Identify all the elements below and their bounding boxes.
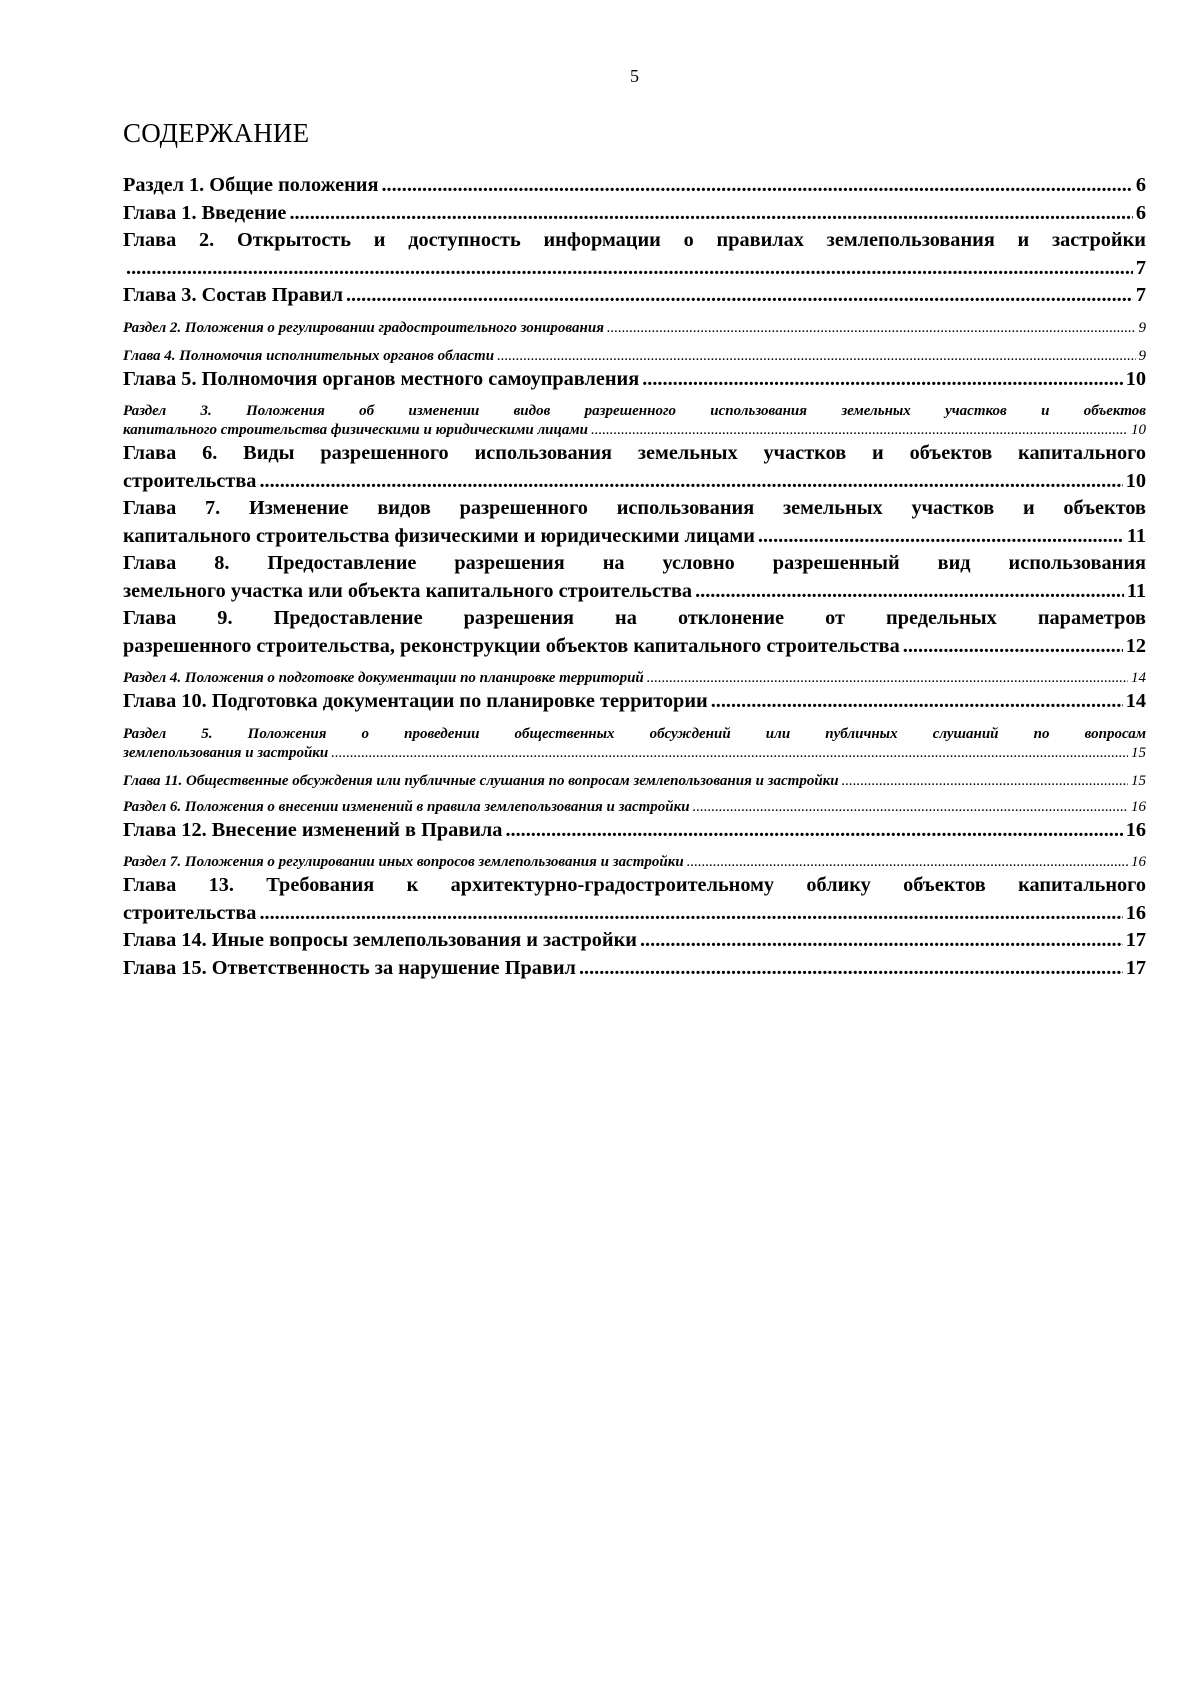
- toc-entry-page: 9: [1138, 347, 1146, 364]
- toc-entry-title: строительства: [123, 901, 257, 924]
- toc-entry-page: 10: [1125, 367, 1146, 390]
- toc-entry-page: 15: [1131, 772, 1146, 789]
- toc-entry-title: Глава 10. Подготовка документации по планировке территории: [123, 690, 708, 712]
- toc-entry-title: Раздел 1. Общие положения: [123, 174, 379, 196]
- toc-entry-page: 6: [1135, 174, 1146, 196]
- toc-entry-page: 17: [1125, 929, 1146, 951]
- toc-entry-title-line1: Глава 2. Открытость и доступность информации о правилах землепользования и застройки: [123, 229, 1146, 251]
- toc-entry-title: Глава 15. Ответственность за нарушение Правил: [123, 956, 576, 979]
- toc-entry-section-5[interactable]: [123, 725, 1146, 763]
- toc-entry-title: разрешенного строительства, реконструкции объектов капитального строительства: [123, 634, 900, 657]
- dot-leader: [693, 798, 1128, 817]
- toc-entry-section-3[interactable]: [123, 402, 1146, 440]
- dot-leader: [642, 366, 1123, 394]
- dot-leader: [647, 669, 1128, 688]
- toc-entry-chapter-3[interactable]: [123, 282, 1146, 310]
- toc-entry-section-2[interactable]: [123, 319, 1146, 338]
- toc-entry-section-1[interactable]: [123, 172, 1146, 200]
- toc-entry-title: земельного участка или объекта капитального строительства: [123, 579, 693, 602]
- toc-entry-page: 16: [1131, 854, 1146, 870]
- toc-entry-chapter-13[interactable]: [123, 872, 1146, 927]
- toc-entry-page: 14: [1131, 670, 1146, 686]
- toc-entry-page: 14: [1125, 690, 1146, 712]
- dot-leader: [695, 578, 1124, 606]
- dot-leader: [579, 955, 1123, 983]
- toc-heading: СОДЕРЖАНИЕ: [123, 118, 310, 148]
- toc-entry-title: Глава 5. Полномочия органов местного самоуправления: [123, 367, 640, 390]
- toc-entry-chapter-10[interactable]: [123, 688, 1146, 716]
- toc-entry-chapter-15[interactable]: [123, 955, 1146, 983]
- dot-leader: [497, 347, 1135, 366]
- toc-entry-section-7[interactable]: [123, 853, 1146, 872]
- toc-entry-page: 17: [1125, 956, 1146, 979]
- toc-entry-title: Раздел 4. Положения о подготовке документации по планировке территорий: [123, 670, 644, 686]
- toc-entry-chapter-11[interactable]: [123, 772, 1146, 791]
- toc-entry-page: 7: [1135, 256, 1146, 279]
- table-of-contents: [123, 172, 1146, 982]
- toc-entry-title: капитального строительства физическими и юридическими лицами: [123, 422, 588, 438]
- toc-entry-section-4[interactable]: [123, 669, 1146, 688]
- toc-entry-chapter-8[interactable]: [123, 550, 1146, 605]
- toc-entry-page: 15: [1131, 744, 1146, 761]
- toc-entry-page: 16: [1131, 798, 1146, 815]
- toc-entry-page: 9: [1138, 319, 1146, 336]
- toc-entry-title: землепользования и застройки: [123, 744, 329, 761]
- dot-leader: [259, 900, 1122, 928]
- toc-entry-title-line1: Глава 13. Требования к архитектурно-градостроительному облику объектов капитального: [123, 874, 1146, 896]
- toc-entry-page: 11: [1126, 579, 1146, 602]
- toc-entry-title: Глава 12. Внесение изменений в Правила: [123, 818, 503, 841]
- dot-leader: [842, 772, 1128, 791]
- toc-entry-chapter-4[interactable]: [123, 347, 1146, 366]
- dot-leader: [758, 523, 1124, 551]
- toc-entry-title: Раздел 6. Положения о внесении изменений в правила землепользования и застройки: [123, 798, 690, 815]
- toc-entry-title-line1: Глава 6. Виды разрешенного использования земельных участков и объектов капитального: [123, 442, 1146, 464]
- toc-entry-title: Глава 14. Иные вопросы землепользования и застройки: [123, 929, 637, 951]
- toc-entry-title: Раздел 2. Положения о регулировании градостроительного зонирования: [123, 319, 604, 336]
- toc-entry-chapter-14[interactable]: [123, 927, 1146, 955]
- toc-entry-chapter-12[interactable]: [123, 817, 1146, 845]
- toc-entry-title-line1: Глава 9. Предоставление разрешения на отклонение от предельных параметров: [123, 607, 1146, 629]
- toc-entry-title-line1: Раздел 3. Положения об изменении видов разрешенного использования земельных участков и объектов: [123, 403, 1146, 419]
- dot-leader: [346, 282, 1133, 310]
- toc-entry-chapter-5[interactable]: [123, 366, 1146, 394]
- toc-entry-title: капитального строительства физическими и юридическими лицами: [123, 524, 755, 547]
- toc-entry-chapter-6[interactable]: [123, 440, 1146, 495]
- toc-entry-title: Глава 11. Общественные обсуждения или публичные слушания по вопросам землепользования и застройки: [123, 772, 839, 789]
- toc-entry-page: 16: [1125, 818, 1146, 841]
- dot-leader: [381, 172, 1132, 200]
- toc-entry-page: 11: [1126, 524, 1146, 547]
- dot-leader: [607, 319, 1136, 338]
- toc-entry-title: Глава 4. Полномочия исполнительных органов области: [123, 347, 495, 364]
- toc-entry-title: Раздел 7. Положения о регулировании иных вопросов землепользования и застройки: [123, 854, 684, 870]
- toc-entry-title: строительства: [123, 469, 257, 492]
- dot-leader: [640, 927, 1123, 955]
- toc-entry-title: Глава 3. Состав Правил: [123, 284, 343, 306]
- dot-leader: [687, 853, 1128, 872]
- toc-entry-page: 6: [1135, 201, 1146, 224]
- dot-leader: [331, 744, 1128, 763]
- toc-entry-chapter-9[interactable]: [123, 605, 1146, 660]
- dot-leader: [505, 817, 1122, 845]
- toc-entry-title-line1: Раздел 5. Положения о проведении общественных обсуждений или публичных слушаний по вопросам: [123, 725, 1146, 742]
- dot-leader: [289, 200, 1132, 228]
- toc-entry-page: 7: [1135, 284, 1146, 306]
- toc-entry-chapter-2[interactable]: [123, 227, 1146, 282]
- dot-leader: [903, 633, 1123, 661]
- dot-leader: [711, 688, 1123, 716]
- toc-entry-chapter-1[interactable]: [123, 200, 1146, 228]
- dot-leader: [259, 468, 1122, 496]
- dot-leader: [126, 255, 1133, 283]
- toc-entry-chapter-7[interactable]: [123, 495, 1146, 550]
- toc-entry-page: 16: [1125, 901, 1146, 924]
- toc-entry-page: 10: [1131, 422, 1146, 438]
- dot-leader: [591, 421, 1128, 440]
- toc-entry-title-line1: Глава 8. Предоставление разрешения на условно разрешенный вид использования: [123, 552, 1146, 574]
- toc-entry-section-6[interactable]: [123, 798, 1146, 817]
- toc-entry-page: 10: [1125, 469, 1146, 492]
- toc-entry-title-line1: Глава 7. Изменение видов разрешенного использования земельных участков и объектов: [123, 497, 1146, 519]
- toc-entry-title: Глава 1. Введение: [123, 201, 287, 224]
- toc-entry-page: 12: [1125, 634, 1146, 657]
- page-number: 5: [630, 66, 639, 86]
